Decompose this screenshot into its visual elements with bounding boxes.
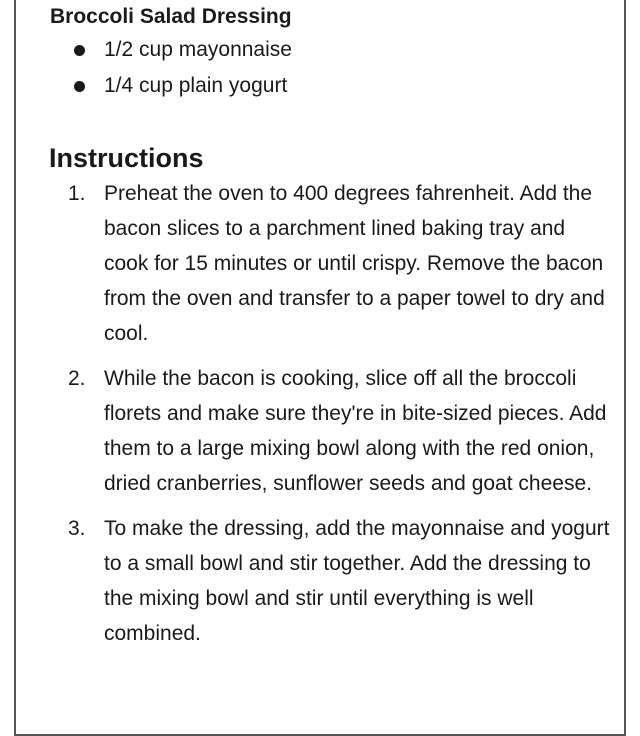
- step-number: 1.: [68, 182, 86, 205]
- step-text: To make the dressing, add the mayonnaise and yogurt to a small bowl and stir together. Add the dressing to the mixing bowl and stir until everything is well combined.: [104, 517, 610, 645]
- ingredient-item: [16, 69, 292, 105]
- instruction-step: [16, 176, 636, 351]
- step-text: Preheat the oven to 400 degrees fahrenheit. Add the bacon slices to a parchment lined baking tray and cook for 15 minutes or until crispy. Remove the bacon from the oven and transfer to a paper towel to dry and cool.: [104, 182, 605, 345]
- recipe-card: [14, 0, 626, 736]
- bullet-icon: [74, 81, 85, 92]
- bullet-icon: [74, 45, 85, 56]
- dressing-ingredient-list: [16, 33, 292, 105]
- step-number: 3.: [68, 517, 86, 540]
- instructions-list: [16, 176, 636, 661]
- instructions-heading: Instructions: [49, 143, 204, 173]
- step-number: 2.: [68, 367, 86, 390]
- instruction-step: [16, 361, 636, 501]
- step-text: While the bacon is cooking, slice off all the broccoli florets and make sure they're in bite-sized pieces. Add them to a large mixing bowl along with the red onion, dried cranberries, sunflower seeds and goat cheese.: [104, 367, 607, 495]
- dressing-heading: Broccoli Salad Dressing: [50, 5, 292, 28]
- instruction-step: [16, 511, 636, 651]
- ingredient-item: [16, 33, 292, 69]
- ingredient-text: 1/4 cup plain yogurt: [104, 74, 288, 97]
- ingredient-text: 1/2 cup mayonnaise: [104, 38, 292, 61]
